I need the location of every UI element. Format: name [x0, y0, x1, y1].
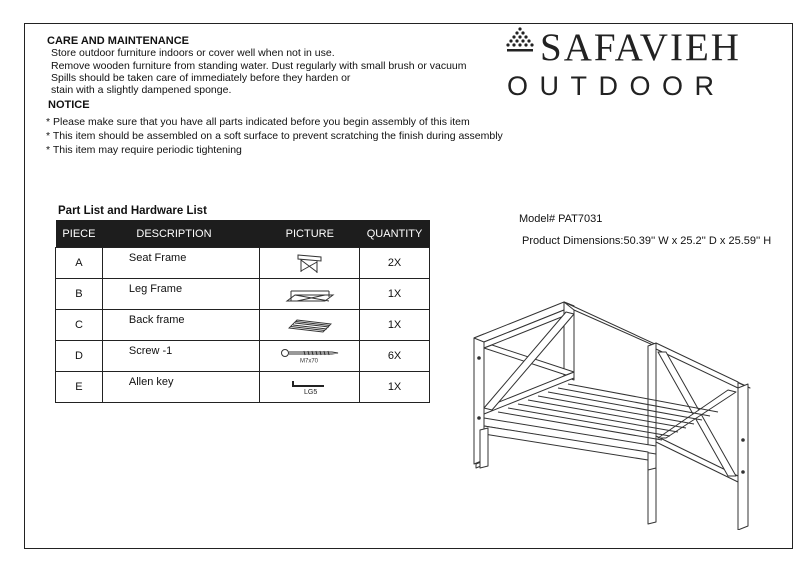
- notice-line-2: * This item should be assembled on a soft surface to prevent scratching the finish during assembly: [46, 130, 503, 142]
- parts-table-header: [56, 220, 430, 248]
- piece-cell: B: [56, 279, 103, 310]
- triangle-dots-logo-icon: [505, 26, 535, 54]
- notice-heading: NOTICE: [48, 99, 90, 111]
- parts-table-title: Part List and Hardware List: [58, 205, 207, 217]
- piece-cell: D: [56, 341, 103, 372]
- header-piece: PIECE: [56, 220, 103, 248]
- description-cell: Leg Frame: [102, 279, 260, 310]
- description-cell: Seat Frame: [102, 248, 260, 279]
- loveseat-illustration: [462, 300, 762, 530]
- quantity-cell: 6X: [360, 341, 430, 372]
- picture-cell: [260, 372, 360, 403]
- piece-cell: C: [56, 310, 103, 341]
- parts-table: [55, 220, 430, 403]
- quantity-cell: 2X: [360, 248, 430, 279]
- picture-cell: [260, 310, 360, 341]
- quantity-cell: 1X: [360, 310, 430, 341]
- description-cell: Allen key: [102, 372, 260, 403]
- notice-line-1: * Please make sure that you have all parts indicated before you begin assembly of this item: [46, 116, 470, 128]
- seat-frame-icon: [295, 252, 325, 274]
- care-line-4: stain with a slightly dampened sponge.: [51, 84, 232, 96]
- table-row: [56, 248, 430, 279]
- screw-label: M7x70: [299, 358, 318, 364]
- screw-icon: [280, 348, 340, 364]
- product-dimensions: Product Dimensions:50.39'' W x 25.2'' D x 25.59'' H: [522, 235, 772, 247]
- piece-cell: A: [56, 248, 103, 279]
- description-cell: Back frame: [102, 310, 260, 341]
- care-heading: CARE AND MAINTENANCE: [47, 35, 189, 47]
- care-line-1: Store outdoor furniture indoors or cover well when not in use.: [51, 47, 335, 59]
- table-row: [56, 372, 430, 403]
- care-line-3: Spills should be taken care of immediately before they harden or: [51, 72, 351, 84]
- table-row: [56, 279, 430, 310]
- header-picture: PICTURE: [260, 220, 360, 248]
- allen-key-icon: [290, 379, 330, 395]
- brand-name: SAFAVIEH: [540, 26, 741, 69]
- header-description: DESCRIPTION: [102, 220, 260, 248]
- model-number: Model# PAT7031: [519, 213, 603, 225]
- table-row: [56, 341, 430, 372]
- table-row: [56, 310, 430, 341]
- piece-cell: E: [56, 372, 103, 403]
- header-quantity: QUANTITY: [360, 220, 430, 248]
- quantity-cell: 1X: [360, 279, 430, 310]
- care-line-2: Remove wooden furniture from standing water. Dust regularly with small brush or vacuum: [51, 60, 467, 72]
- notice-line-3: * This item may require periodic tightening: [46, 144, 242, 156]
- picture-cell: [260, 341, 360, 372]
- allen-key-label: LG5: [303, 389, 318, 395]
- picture-cell: [260, 248, 360, 279]
- brand-subtitle: OUTDOOR: [507, 71, 726, 101]
- back-frame-icon: [287, 316, 333, 334]
- picture-cell: [260, 279, 360, 310]
- quantity-cell: 1X: [360, 372, 430, 403]
- leg-frame-icon: [285, 283, 335, 305]
- description-cell: Screw -1: [102, 341, 260, 372]
